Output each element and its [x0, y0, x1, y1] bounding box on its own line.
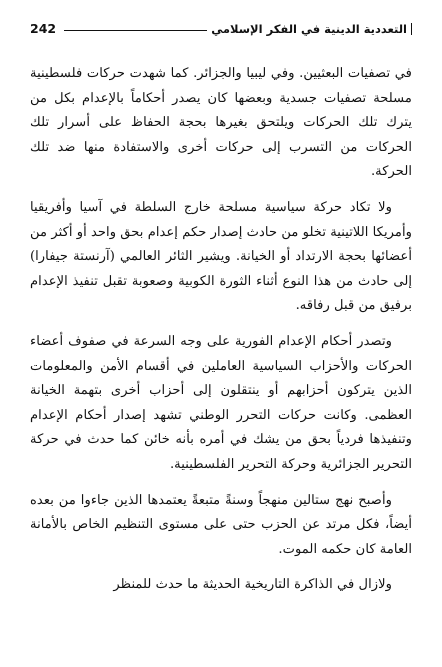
header-rule: [64, 30, 207, 31]
running-header-title: التعددية الدينية في الفكر الإسلامي: [211, 22, 407, 36]
paragraph-1: في تصفيات البعثيين. وفي ليبيا والجزائر. كما شهدت حركات فلسطينية مسلحة تصفيات جسدية وبعضها كان يصدر أحكاماً بالإعدام بكل من يترك تلك الحركات ويلتحق بغيرها بحجة الحفاظ على أسرار تلك الحركات من التسرب إلى حركات أخرى والاستفادة منها ضد تلك الحركة.: [30, 66, 412, 180]
page-number: 242: [30, 21, 57, 36]
header-separator-bar: [411, 23, 412, 35]
running-header: [30, 12, 412, 36]
paragraph-5: ولازال في الذاكرة التاريخية الحديثة ما حدث للمنظر: [113, 577, 392, 593]
paragraph-2: ولا تكاد حركة سياسية مسلحة خارج السلطة في آسيا وأفريقيا وأمريكا اللاتينية تخلو من حادث إصدار حكم إعدام بحق واحد أو أكثر من أعضائها بحجة الارتداد أو الخيانة. ويشير الثائر العالمي (آرنستة جيفارا) إلى حادث من هذا النوع أثناء الثورة الكوبية وصعوبة تقبل تنفيذ الإعدام برفيق من قبل رفاقه.: [30, 199, 412, 314]
body-text: [30, 62, 412, 598]
paragraph-4: وأصبح نهج ستالين منهجاً وسنةً متبعةً يعتمدها الذين جاءوا من بعده أيضاً، فكل مرتد عن الحزب حتى على مستوى التنظيم الخاص بالأمانة العامة كان حكمه الموت.: [30, 492, 412, 557]
paragraph-3: وتصدر أحكام الإعدام الفورية على وجه السرعة في صفوف أعضاء الحركات والأحزاب السياسية العاملين في أقسام الأمن والمعلومات الذين يتركون أحزابهم أو ينتقلون إلى أحزاب أخرى بتهمة الخيانة العظمى. وكانت حركات التحرر الوطني تشهد إصدار أحكام الإعدام وتنفيذها فردياً بحق من يشك في أمره بأنه خائن كما حدث في حركة التحرير الجزائرية وحركة التحرير الفلسطينية.: [30, 333, 412, 472]
